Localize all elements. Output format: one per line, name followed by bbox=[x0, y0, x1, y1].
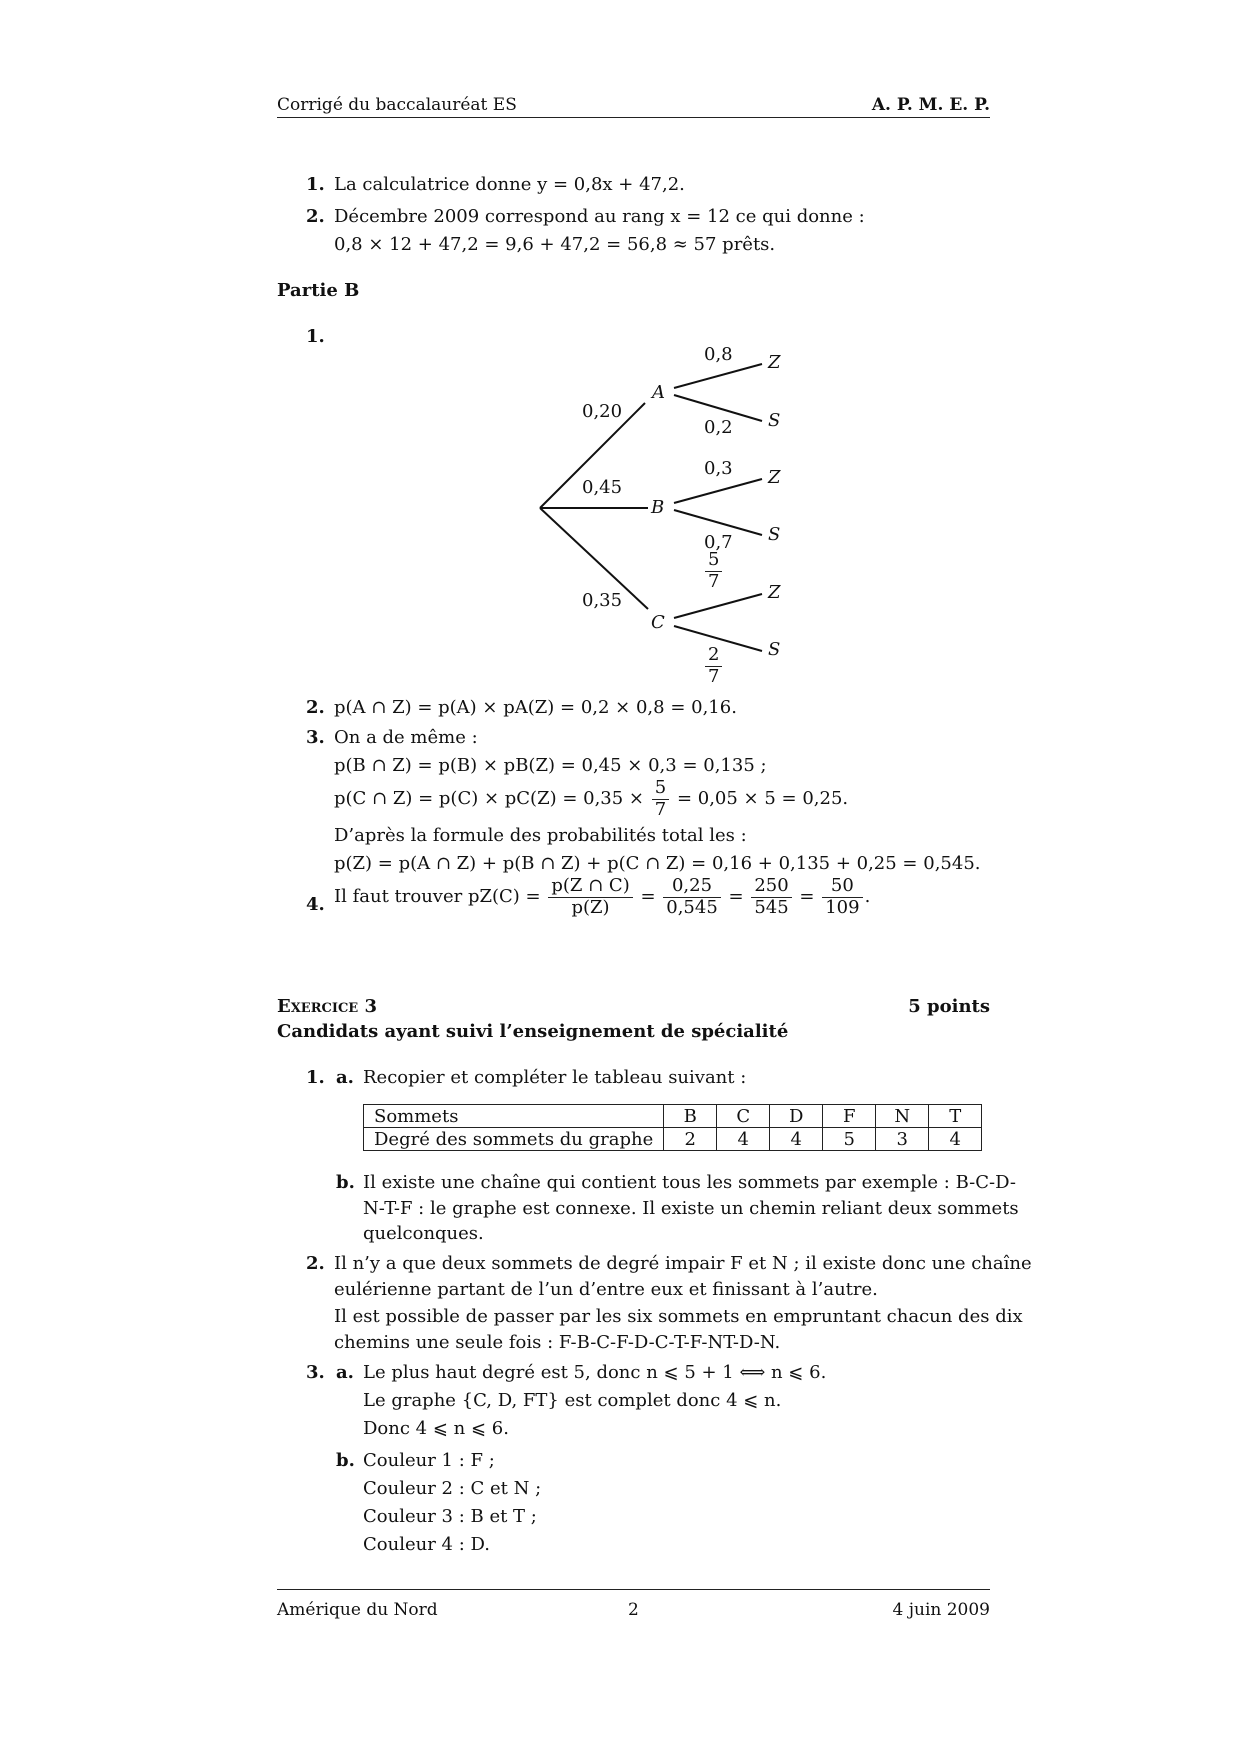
b-q2-number: 2. bbox=[306, 697, 325, 718]
e3-q3a-line3: Donc 4 ⩽ n ⩽ 6. bbox=[363, 1418, 509, 1439]
b-q2-text: p(A ∩ Z) = p(A) × pA(Z) = 0,2 × 0,8 = 0,16. bbox=[334, 697, 737, 718]
e3-q3b-line3: Couleur 3 : B et T ; bbox=[363, 1506, 537, 1527]
prob-c-s-den: 7 bbox=[708, 665, 720, 687]
prob-c-z-den: 7 bbox=[708, 570, 720, 592]
e3-q2-line1: Il n’y a que deux sommets de degré impair F et N ; il existe donc une chaîne bbox=[334, 1253, 1032, 1274]
e3-q2-line2: eulérienne partant de l’un d’entre eux et finissant à l’autre. bbox=[334, 1279, 878, 1300]
prob-c-z-num: 5 bbox=[705, 550, 722, 572]
b-q3-line2-end: = 0,05 × 5 = 0,25. bbox=[676, 788, 849, 810]
e3-q1-number: 1. bbox=[306, 1067, 325, 1088]
b-q4-text: Il faut trouver pZ(C) = bbox=[334, 886, 541, 908]
table-cell: B bbox=[664, 1105, 717, 1128]
exercise-3-subtitle: Candidats ayant suivi l’enseignement de spécialité bbox=[277, 1021, 789, 1042]
degree-table-wrap bbox=[363, 1104, 982, 1151]
prob-a-s: 0,2 bbox=[704, 417, 733, 438]
b-q3-line1: p(B ∩ Z) = p(B) × pB(Z) = 0,45 × 0,3 = 0,135 ; bbox=[334, 755, 767, 776]
prob-root-a: 0,20 bbox=[582, 401, 623, 422]
leaf-a-z: Z bbox=[768, 352, 781, 373]
b-q3-frac-num: 5 bbox=[652, 778, 669, 800]
leaf-b-z: Z bbox=[768, 467, 781, 488]
table-cell: Sommets bbox=[364, 1105, 664, 1128]
b-q4-frac2-den: 0,545 bbox=[666, 896, 718, 918]
leaf-c-s: S bbox=[768, 639, 781, 660]
node-c: C bbox=[651, 612, 665, 633]
e3-q2-number: 2. bbox=[306, 1253, 325, 1274]
branch-a-z bbox=[674, 364, 762, 388]
table-row-degres bbox=[364, 1128, 982, 1151]
prob-root-b: 0,45 bbox=[582, 477, 623, 498]
e3-q3b-line2: Couleur 2 : C et N ; bbox=[363, 1478, 542, 1499]
leaf-b-s: S bbox=[768, 524, 781, 545]
leaf-a-s: S bbox=[768, 410, 781, 431]
prob-c-z bbox=[703, 550, 724, 592]
prob-c-s-num: 2 bbox=[705, 645, 722, 667]
b-q4-line: Il faut trouver pZ(C) = $\frac{p(Z \cap C)}{p(Z)}$ = $\frac{0,25}{0,545}$ = $\frac{250}{545}$ = $\frac{50}{109}$ . bbox=[334, 875, 871, 918]
table-cell: N bbox=[876, 1105, 929, 1128]
table-cell: 2 bbox=[664, 1128, 717, 1151]
b-q4-frac1-den: p(Z) bbox=[571, 896, 610, 918]
b-q4-frac1-num: p(Z ∩ C) bbox=[548, 876, 632, 898]
b-q3-number: 3. bbox=[306, 727, 325, 748]
branch-c-z bbox=[674, 594, 762, 618]
page-number: 2 bbox=[628, 1600, 639, 1620]
b-q4-frac3-num: 250 bbox=[751, 876, 791, 898]
table-cell: T bbox=[929, 1105, 982, 1128]
table-cell: Degré des sommets du graphe bbox=[364, 1128, 664, 1151]
b-q3-intro: On a de même : bbox=[334, 727, 478, 748]
e3-q3b-letter: b. bbox=[336, 1450, 355, 1471]
e3-q3-number: 3. bbox=[306, 1362, 325, 1383]
table-cell: 5 bbox=[823, 1128, 876, 1151]
footer-right: 4 juin 2009 bbox=[892, 1600, 990, 1620]
e3-q1b-letter: b. bbox=[336, 1172, 355, 1193]
e3-q3b-line4: Couleur 4 : D. bbox=[363, 1534, 491, 1555]
b-q4-number: 4. bbox=[306, 894, 325, 915]
table-row-sommets bbox=[364, 1105, 982, 1128]
e3-q3a-letter: a. bbox=[336, 1362, 354, 1383]
b-q1-number: 1. bbox=[306, 326, 325, 347]
e3-q3a-line1: Le plus haut degré est 5, donc n ⩽ 5 + 1 ⟺ n ⩽ 6. bbox=[363, 1362, 827, 1383]
prob-c-s bbox=[703, 645, 724, 687]
prob-a-z: 0,8 bbox=[704, 344, 733, 365]
prob-b-s: 0,7 bbox=[704, 532, 733, 553]
e3-q1b-line3: quelconques. bbox=[363, 1223, 484, 1244]
table-cell: 4 bbox=[770, 1128, 823, 1151]
e3-q3b-line1: Couleur 1 : F ; bbox=[363, 1450, 495, 1471]
table-cell: D bbox=[770, 1105, 823, 1128]
q2-calculation: 0,8 × 12 + 47,2 = 9,6 + 47,2 = 56,8 ≈ 57 prêts. bbox=[334, 234, 776, 255]
b-q4-frac3-den: 545 bbox=[754, 896, 789, 918]
b-q3-frac-den: 7 bbox=[654, 798, 667, 820]
table-cell: 3 bbox=[876, 1128, 929, 1151]
b-q3-line3: D’après la formule des probabilités total les : bbox=[334, 825, 747, 846]
partie-b-title: Partie B bbox=[277, 280, 360, 301]
b-q4-frac4-num: 50 bbox=[822, 876, 862, 898]
footer-left: Amérique du Nord bbox=[277, 1600, 438, 1620]
e3-q2-line3: Il est possible de passer par les six sommets en empruntant chacun des dix bbox=[334, 1306, 1023, 1327]
prob-b-z: 0,3 bbox=[704, 458, 733, 479]
q1-number: 1. bbox=[306, 174, 325, 195]
node-b: B bbox=[651, 497, 665, 518]
header-right: A. P. M. E. P. bbox=[871, 95, 990, 115]
b-q4-frac4-den: 109 bbox=[825, 896, 860, 918]
prob-root-c: 0,35 bbox=[582, 590, 623, 611]
table-cell: 4 bbox=[929, 1128, 982, 1151]
b-q3-line4: p(Z) = p(A ∩ Z) + p(B ∩ Z) + p(C ∩ Z) = 0,16 + 0,135 + 0,25 = 0,545. bbox=[334, 853, 981, 874]
leaf-c-z: Z bbox=[768, 582, 781, 603]
q1-text: La calculatrice donne y = 0,8x + 47,2. bbox=[334, 174, 685, 195]
e3-q1b-line2: N-T-F : le graphe est connexe. Il existe un chemin reliant deux sommets bbox=[363, 1198, 1019, 1219]
b-q4-frac2-num: 0,25 bbox=[663, 876, 721, 898]
q2-text: Décembre 2009 correspond au rang x = 12 ce qui donne : bbox=[334, 206, 865, 227]
e3-q2-line4: chemins une seule fois : F-B-C-F-D-C-T-F-NT-D-N. bbox=[334, 1332, 781, 1353]
e3-q1a-letter: a. bbox=[336, 1067, 354, 1088]
b-q3-line2 bbox=[334, 778, 848, 820]
node-a: A bbox=[652, 382, 665, 403]
degree-table bbox=[363, 1104, 982, 1151]
table-cell: 4 bbox=[717, 1128, 770, 1151]
table-cell: C bbox=[717, 1105, 770, 1128]
e3-q1a-text: Recopier et compléter le tableau suivant : bbox=[363, 1067, 747, 1088]
exercise-3-points: 5 points bbox=[908, 996, 990, 1017]
table-cell: F bbox=[823, 1105, 876, 1128]
header-left: Corrigé du baccalauréat ES bbox=[277, 95, 517, 115]
branch-b-z bbox=[674, 479, 762, 503]
e3-q1b-line1: Il existe une chaîne qui contient tous les sommets par exemple : B-C-D- bbox=[363, 1172, 1016, 1193]
b-q3-line2-start: p(C ∩ Z) = p(C) × pC(Z) = 0,35 × bbox=[334, 788, 645, 810]
q2-number: 2. bbox=[306, 206, 325, 227]
e3-q3a-line2: Le graphe {C, D, FT} est complet donc 4 ⩽ n. bbox=[363, 1390, 782, 1411]
exercise-3-title: Exercice 3 bbox=[277, 996, 377, 1017]
footer-rule bbox=[277, 1589, 990, 1590]
